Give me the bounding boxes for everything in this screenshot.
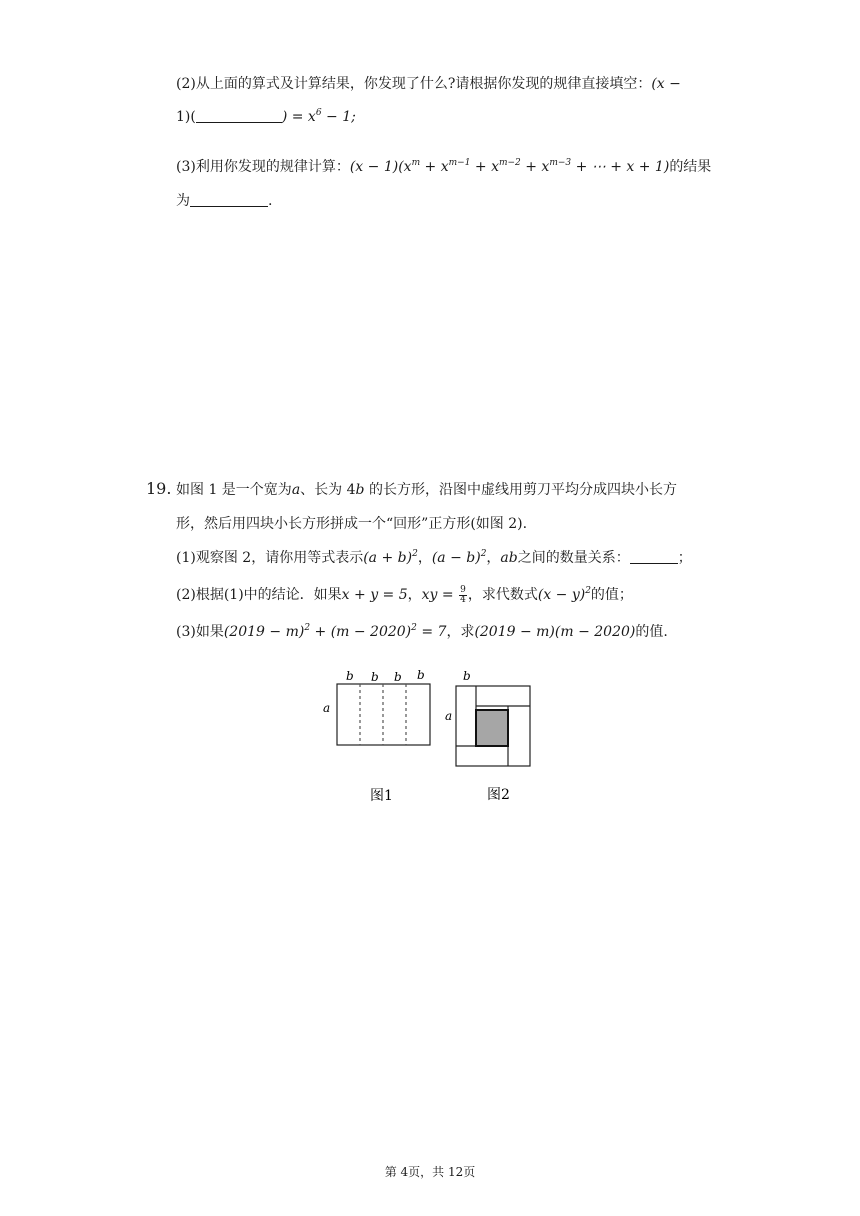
q19-p1-expr1: (a + b) xyxy=(363,550,413,566)
fig2-label-b: b xyxy=(463,669,471,683)
q18-part3-expr: (x − 1)(x xyxy=(349,159,412,175)
fig2-caption: 图2 xyxy=(487,787,510,803)
q18-part3-line2 xyxy=(176,191,272,211)
q18-part3-mid3: + x xyxy=(520,159,550,175)
fig1-caption: 图1 xyxy=(370,788,393,804)
q19-part1-answer-blank[interactable] xyxy=(630,551,678,564)
q19-p2-xy: xy = xyxy=(421,587,459,603)
q18-part3-answer-blank[interactable] xyxy=(190,194,268,207)
fig1-label-a: a xyxy=(323,701,331,715)
fig1-label-b-2: b xyxy=(371,670,379,684)
q18-part2-line2-end: ) = x xyxy=(281,109,316,125)
q18-part3-line2-start: 为 xyxy=(176,193,190,209)
q19-p3-expr1: (2019 − m) xyxy=(223,624,305,640)
q19-p2-sep: ， xyxy=(407,587,422,603)
fig1-label-b-4: b xyxy=(417,668,425,682)
q19-var-b: b xyxy=(355,482,365,498)
q19-stem-line2: 形，然后用四块小长方形拼成一个“回形”正方形(如图 2). xyxy=(176,516,528,532)
q19-number: 19. xyxy=(146,479,172,498)
q19-p1-end: ； xyxy=(677,550,692,566)
q19-p1-expr2: (a − b) xyxy=(431,550,481,566)
q18-part3-line2-end: . xyxy=(268,193,273,209)
q19-p1-a: (1)观察图 2，请你用等式表示 xyxy=(176,550,364,566)
q18-part3-tail: + ⋯ + x + 1) xyxy=(571,159,670,175)
q19-figures xyxy=(310,660,560,810)
q19-p2-den: 4 xyxy=(460,594,466,605)
fig2-label-a: a xyxy=(445,709,453,723)
q19-p2-b: ，求代数式 xyxy=(467,587,538,603)
q18-part2-line2 xyxy=(176,107,356,127)
q19-p3-expr3: (2019 − m)(m − 2020) xyxy=(474,624,636,640)
q19-p2-exp: 2 xyxy=(585,586,591,596)
q19-p2-num: 9 xyxy=(460,584,466,595)
q19-p3-plus: + xyxy=(310,624,331,640)
q19-p3-b: ，求 xyxy=(446,624,475,640)
q18-part3-exp-m1: m−1 xyxy=(448,158,471,168)
q18-part3-mid2: + x xyxy=(470,159,499,175)
q19-p3-exp2: 2 xyxy=(411,623,417,633)
q19-var-a: a xyxy=(291,482,301,498)
q18-part2-line2-start: 1)( xyxy=(176,109,196,125)
figure-2 xyxy=(445,669,530,803)
q19-stem-line1 xyxy=(176,480,677,500)
fig2-shaded-square xyxy=(476,710,508,746)
q19-p1-exp2: 2 xyxy=(480,549,487,559)
q19-part2 xyxy=(176,585,633,605)
q18-part3-line1 xyxy=(176,157,711,177)
q19-part3 xyxy=(176,622,668,642)
q19-stem1-b: 、长为 4 xyxy=(300,482,356,498)
q19-p2-a: (2)根据(1)中的结论．如果 xyxy=(176,587,342,603)
fig1-label-b-1: b xyxy=(346,669,354,683)
q18-part2-expr-tail: (x − xyxy=(651,76,681,92)
q19-p2-end: 的值； xyxy=(590,587,633,603)
q18-part2-line1 xyxy=(176,74,681,94)
q19-p1-sep1: ， xyxy=(417,550,432,566)
q19-p3-expr2: (m − 2020) xyxy=(330,624,412,640)
q19-p1-exp1: 2 xyxy=(412,549,418,559)
q18-part3-exp-m2: m−2 xyxy=(498,158,521,168)
q18-part2-prefix: (2)从上面的算式及计算结果，你发现了什么?请根据你发现的规律直接填空： xyxy=(176,76,652,92)
figure-1 xyxy=(323,668,430,804)
q18-part3-suffix: 的结果 xyxy=(669,159,712,175)
q18-part2-line2-tail: − 1; xyxy=(321,109,356,125)
q18-part3-mid1: + x xyxy=(420,159,449,175)
q19-p1-sep2: ， xyxy=(486,550,501,566)
q18-part2-exp: 6 xyxy=(315,108,322,118)
q19-p3-a: (3)如果 xyxy=(176,624,224,640)
q18-part3-prefix: (3)利用你发现的规律计算： xyxy=(176,159,350,175)
page-footer: 第 4页，共 12页 xyxy=(384,1165,476,1179)
q19-part1 xyxy=(176,548,692,568)
q18-part3-exp-m: m xyxy=(411,158,421,168)
q18-part3-exp-m3: m−3 xyxy=(549,158,572,168)
q19-p3-end: 的值. xyxy=(635,624,668,640)
q19-p2-fraction xyxy=(459,586,467,605)
q18-part2-answer-blank[interactable] xyxy=(196,110,282,123)
q19-p1-tail: 之间的数量关系： xyxy=(517,550,630,566)
q19-p2-expr1: x + y = 5 xyxy=(341,587,408,603)
q19-p1-ab: ab xyxy=(500,550,518,566)
fig1-label-b-3: b xyxy=(394,670,402,684)
q19-p3-exp1: 2 xyxy=(304,623,311,633)
q19-stem1-c: 的长方形，沿图中虚线用剪刀平均分成四块小长方 xyxy=(364,482,677,498)
q19-stem1-a: 如图 1 是一个宽为 xyxy=(176,482,292,498)
q19-p2-expr2: (x − y) xyxy=(537,587,586,603)
q19-p3-eq: = 7 xyxy=(416,624,447,640)
